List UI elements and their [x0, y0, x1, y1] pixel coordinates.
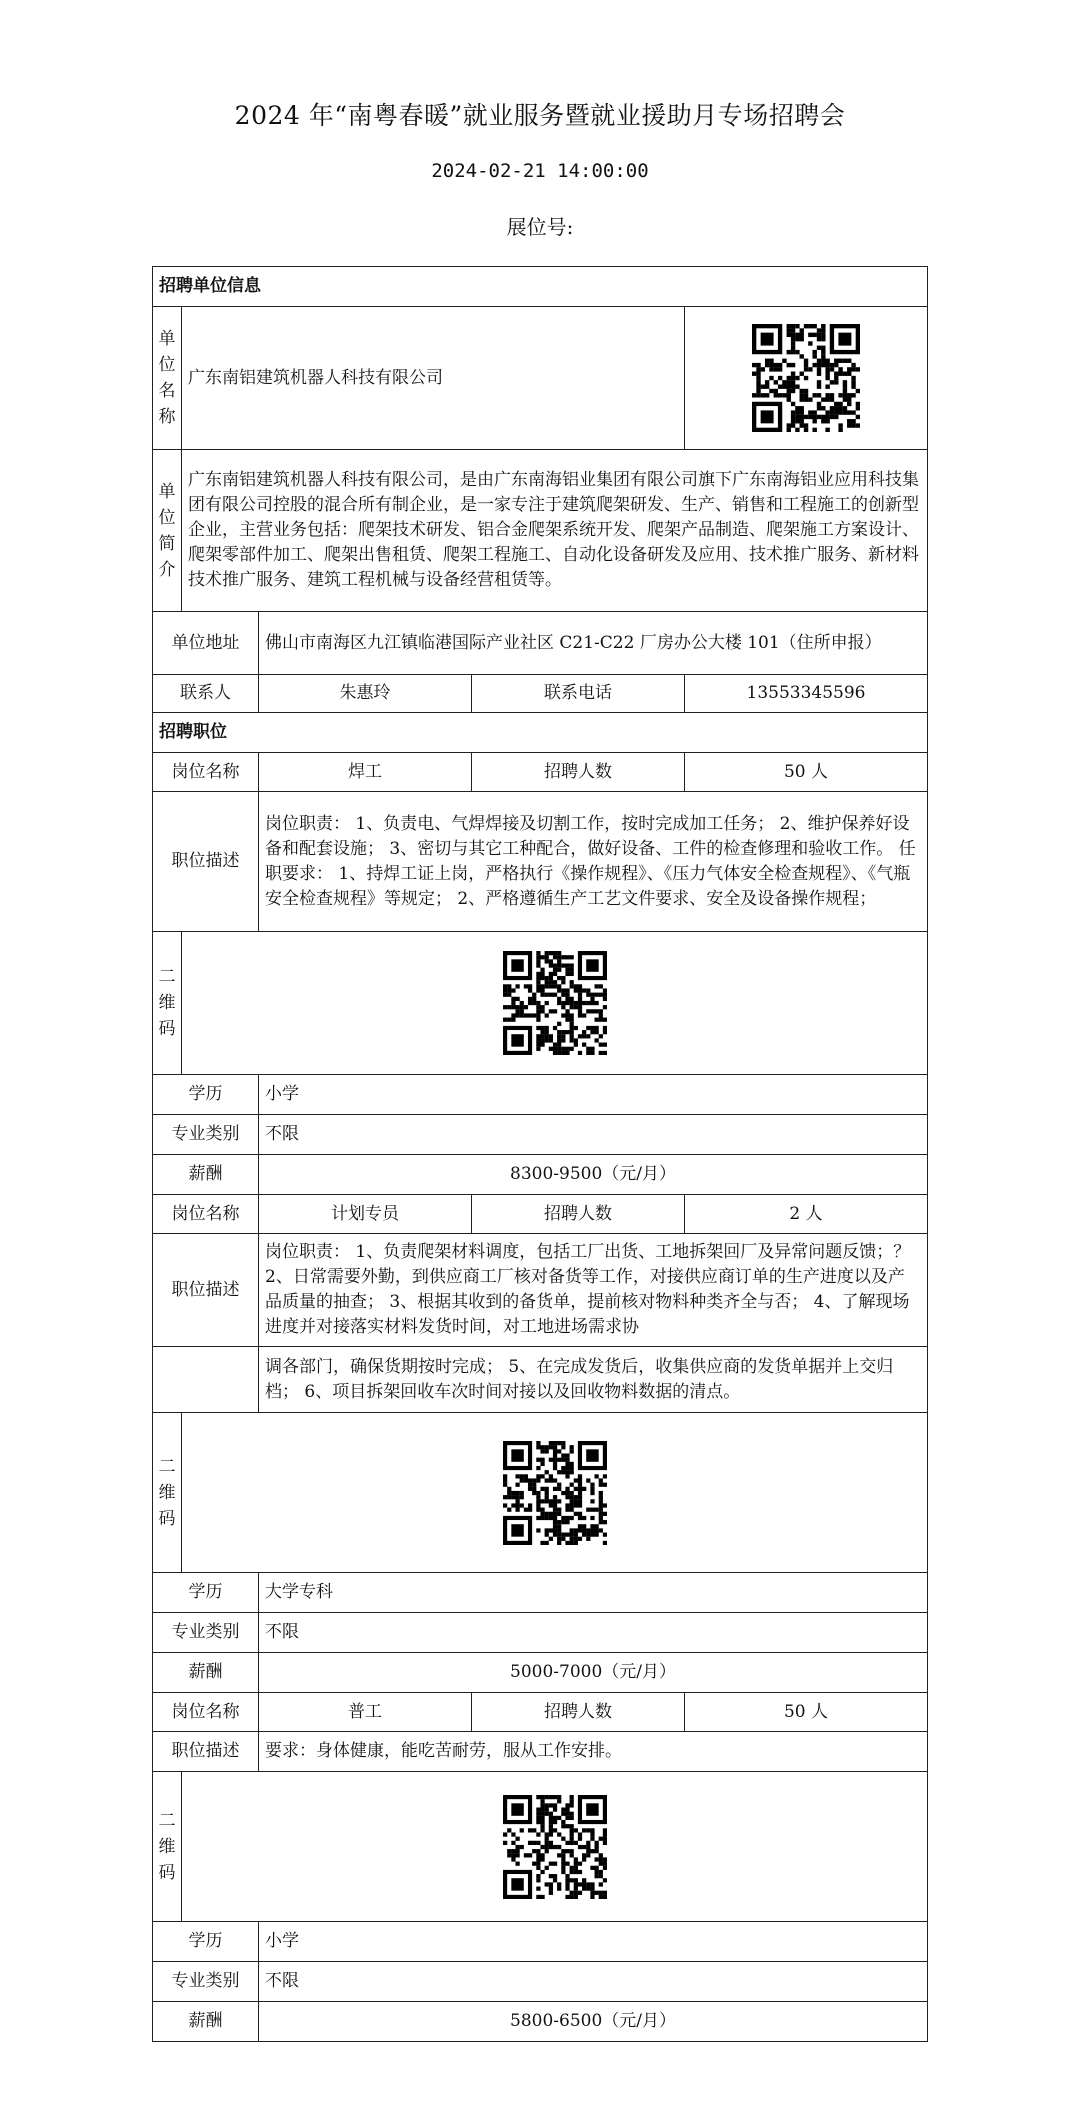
- job-education: 小学: [259, 1922, 928, 1962]
- job-position: 普工: [259, 1693, 472, 1732]
- page-title: 2024 年“南粤春暖”就业服务暨就业援助月专场招聘会: [234, 101, 846, 130]
- company-intro-label: 单位简介: [153, 450, 182, 612]
- qr-label: 二维码: [153, 1772, 182, 1922]
- company-section-title: 招聘单位信息: [153, 267, 928, 307]
- qr-label: 二维码: [153, 932, 182, 1075]
- job-row: [153, 1693, 928, 1732]
- contact-name: 朱惠玲: [259, 675, 472, 713]
- company-contact-row: [153, 675, 928, 713]
- qr-code-icon: [503, 1795, 607, 1899]
- jobs-section-title: 招聘职位: [153, 713, 928, 753]
- job-qr-row: [153, 1413, 928, 1573]
- job-count: 50 人: [685, 1693, 928, 1732]
- qr-code-icon: [503, 1441, 607, 1545]
- salary-label: 薪酬: [153, 1653, 259, 1693]
- desc-label-empty: [153, 1347, 259, 1413]
- job-description: 要求：身体健康，能吃苦耐劳，服从工作安排。: [259, 1732, 928, 1772]
- job-qr-code: [182, 932, 928, 1075]
- salary-label: 薪酬: [153, 2002, 259, 2042]
- job-count: 2 人: [685, 1195, 928, 1234]
- job-major: 不限: [259, 1115, 928, 1155]
- job-description-continued: 调各部门，确保货期按时完成； 5、在完成发货后，收集供应商的发货单据并上交归档； 6、项目拆架回收车次时间对接以及回收物料数据的清点。: [259, 1347, 928, 1413]
- position-label: 岗位名称: [153, 1195, 259, 1234]
- contact-phone: 13553345596: [685, 675, 928, 713]
- company-section-header-row: [153, 267, 928, 307]
- job-qr-row: [153, 1772, 928, 1922]
- company-name: 广东南铝建筑机器人科技有限公司: [182, 307, 685, 450]
- desc-label: 职位描述: [153, 1234, 259, 1347]
- company-address-row: [153, 612, 928, 675]
- salary-label: 薪酬: [153, 1155, 259, 1195]
- position-label: 岗位名称: [153, 1693, 259, 1732]
- qr-label: 二维码: [153, 1413, 182, 1573]
- count-label: 招聘人数: [472, 753, 685, 792]
- major-label: 专业类别: [153, 1115, 259, 1155]
- job-major: 不限: [259, 1613, 928, 1653]
- job-qr-row: [153, 932, 928, 1075]
- count-label: 招聘人数: [472, 1693, 685, 1732]
- company-name-row: [153, 307, 928, 450]
- company-address: 佛山市南海区九江镇临港国际产业社区 C21-C22 厂房办公大楼 101（住所申报）: [259, 612, 928, 675]
- job-row: [153, 753, 928, 792]
- job-salary: 5800-6500（元/月）: [259, 2002, 928, 2042]
- job-position: 焊工: [259, 753, 472, 792]
- contact-label: 联系人: [153, 675, 259, 713]
- position-label: 岗位名称: [153, 753, 259, 792]
- job-desc-row: [153, 1234, 928, 1347]
- edu-label: 学历: [153, 1573, 259, 1613]
- major-label: 专业类别: [153, 1613, 259, 1653]
- job-major-row: [153, 1962, 928, 2002]
- job-salary-row: [153, 1653, 928, 1693]
- recruitment-table-continued: [152, 1346, 928, 2042]
- job-description: 岗位职责： 1、负责电、气焊焊接及切割工作，按时完成加工任务； 2、维护保养好设备和配套设施； 3、密切与其它工种配合，做好设备、工件的检查修理和验收工作。 任职要求： 1、持焊工证上岗，严格执行《操作规程》、《压力气体安全检查规程》、《气瓶安全检查规程》等规定； 2、严格遵循生产工艺文件要求、安全及设备操作规程；: [259, 792, 928, 932]
- edu-label: 学历: [153, 1922, 259, 1962]
- company-intro: 广东南铝建筑机器人科技有限公司，是由广东南海铝业集团有限公司旗下广东南海铝业应用科技集团有限公司控股的混合所有制企业，是一家专注于建筑爬架研发、生产、销售和工程施工的创新型企业，主营业务包括：爬架技术研发、铝合金爬架系统开发、爬架产品制造、爬架施工方案设计、爬架零部件加工、爬架出售租赁、爬架工程施工、自动化设备研发及应用、技术推广服务、新材料技术推广服务、建筑工程机械与设备经营租赁等。: [182, 450, 928, 612]
- job-count: 50 人: [685, 753, 928, 792]
- job-qr-code: [182, 1413, 928, 1573]
- job-desc-row: [153, 792, 928, 932]
- job-major-row: [153, 1613, 928, 1653]
- job-salary: 8300-9500（元/月）: [259, 1155, 928, 1195]
- job-description: 岗位职责： 1、负责爬架材料调度，包括工厂出货、工地拆架回厂及异常问题反馈；？ 2、日常需要外勤，到供应商工厂核对备货等工作，对接供应商订单的生产进度以及产品质量的抽查； 3、根据其收到的备货单，提前核对物料种类齐全与否； 4、了解现场进度并对接落实材料发货时间，对工地进场需求协: [259, 1234, 928, 1347]
- qr-code-icon: [752, 324, 860, 432]
- job-qr-code: [182, 1772, 928, 1922]
- booth-number-label: 展位号:: [506, 215, 574, 239]
- company-name-label: 单位名称: [153, 307, 182, 450]
- job-position: 计划专员: [259, 1195, 472, 1234]
- job-desc-row: [153, 1732, 928, 1772]
- company-qr-code: [685, 307, 928, 450]
- job-major: 不限: [259, 1962, 928, 2002]
- job-education: 大学专科: [259, 1573, 928, 1613]
- jobs-section-header-row: [153, 713, 928, 753]
- job-education: 小学: [259, 1075, 928, 1115]
- job-salary: 5000-7000（元/月）: [259, 1653, 928, 1693]
- qr-code-icon: [503, 951, 607, 1055]
- edu-label: 学历: [153, 1075, 259, 1115]
- job-edu-row: [153, 1573, 928, 1613]
- job-salary-row: [153, 2002, 928, 2042]
- phone-label: 联系电话: [472, 675, 685, 713]
- company-address-label: 单位地址: [153, 612, 259, 675]
- job-desc-cont-row: [153, 1347, 928, 1413]
- count-label: 招聘人数: [472, 1195, 685, 1234]
- job-edu-row: [153, 1075, 928, 1115]
- job-major-row: [153, 1115, 928, 1155]
- desc-label: 职位描述: [153, 792, 259, 932]
- job-salary-row: [153, 1155, 928, 1195]
- desc-label: 职位描述: [153, 1732, 259, 1772]
- job-row: [153, 1195, 928, 1234]
- event-datetime: 2024-02-21 14:00:00: [431, 160, 649, 182]
- company-intro-row: [153, 450, 928, 612]
- job-edu-row: [153, 1922, 928, 1962]
- recruitment-table: [152, 266, 928, 1347]
- major-label: 专业类别: [153, 1962, 259, 2002]
